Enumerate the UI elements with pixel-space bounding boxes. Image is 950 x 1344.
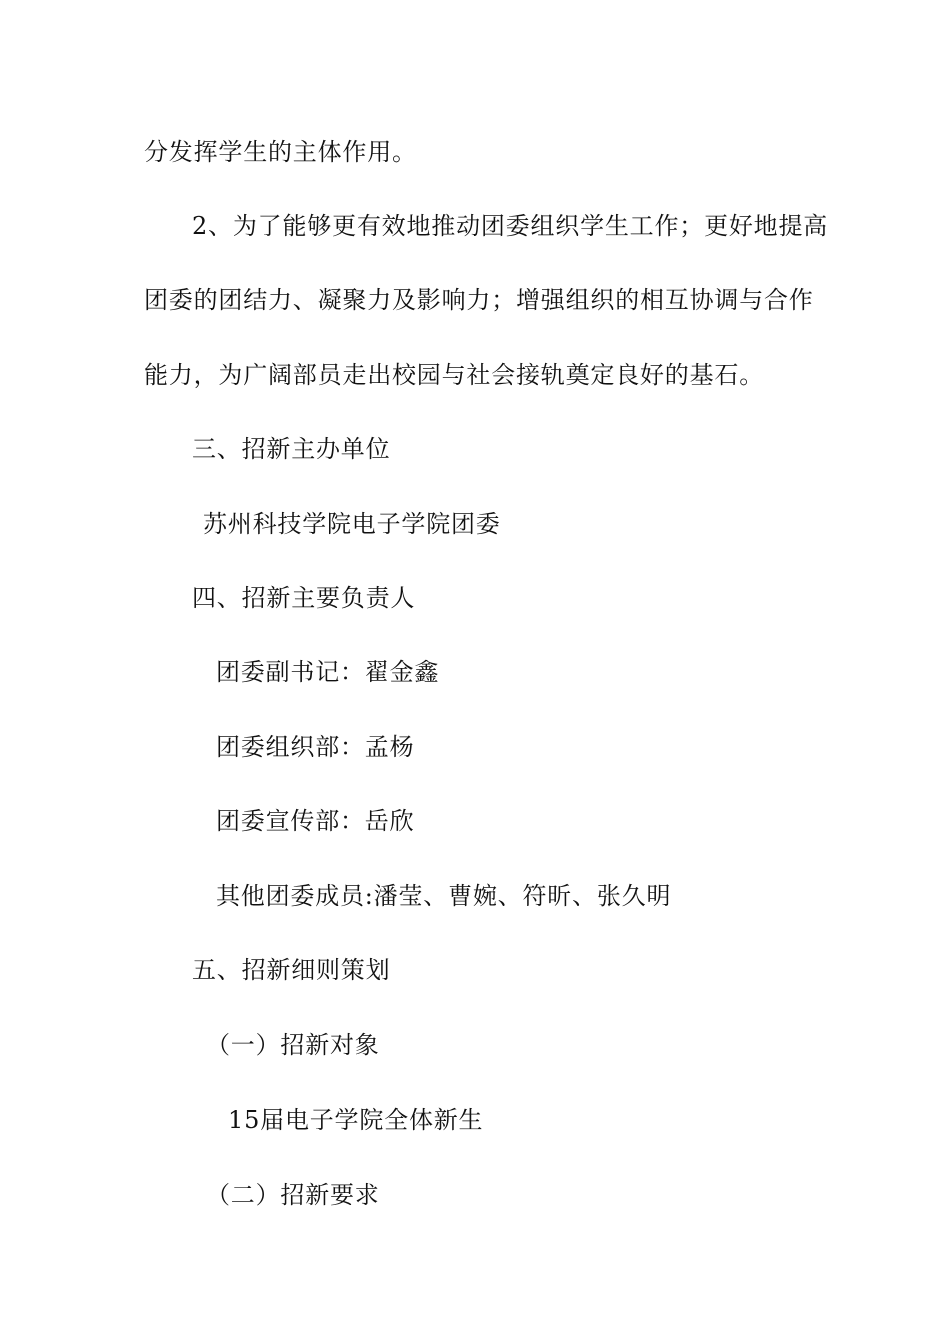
section-heading: 三、招新主办单位 (192, 435, 391, 463)
body-text-line: 团委副书记：翟金鑫 (216, 658, 440, 686)
subsection-heading: （二）招新要求 (206, 1181, 380, 1209)
subsection-heading: （一）招新对象 (206, 1031, 380, 1059)
body-text-line: 其他团委成员:潘莹、曹婉、符昕、张久明 (216, 882, 672, 910)
body-text-line: 分发挥学生的主体作用。 (144, 138, 417, 166)
section-heading: 四、招新主要负责人 (192, 584, 416, 612)
body-text-line: 团委组织部：孟杨 (216, 733, 415, 761)
body-text-line: 能力，为广阔部员走出校园与社会接轨奠定良好的基石。 (144, 361, 764, 389)
body-text-line: 15届电子学院全体新生 (228, 1106, 484, 1134)
body-text-line: 苏州科技学院电子学院团委 (203, 510, 501, 538)
body-text-line: 2、为了能够更有效地推动团委组织学生工作；更好地提高 (192, 212, 829, 240)
body-text-line: 团委的团结力、凝聚力及影响力；增强组织的相互协调与合作 (144, 286, 814, 314)
section-heading: 五、招新细则策划 (192, 956, 391, 984)
body-text-line: 团委宣传部：岳欣 (216, 807, 415, 835)
